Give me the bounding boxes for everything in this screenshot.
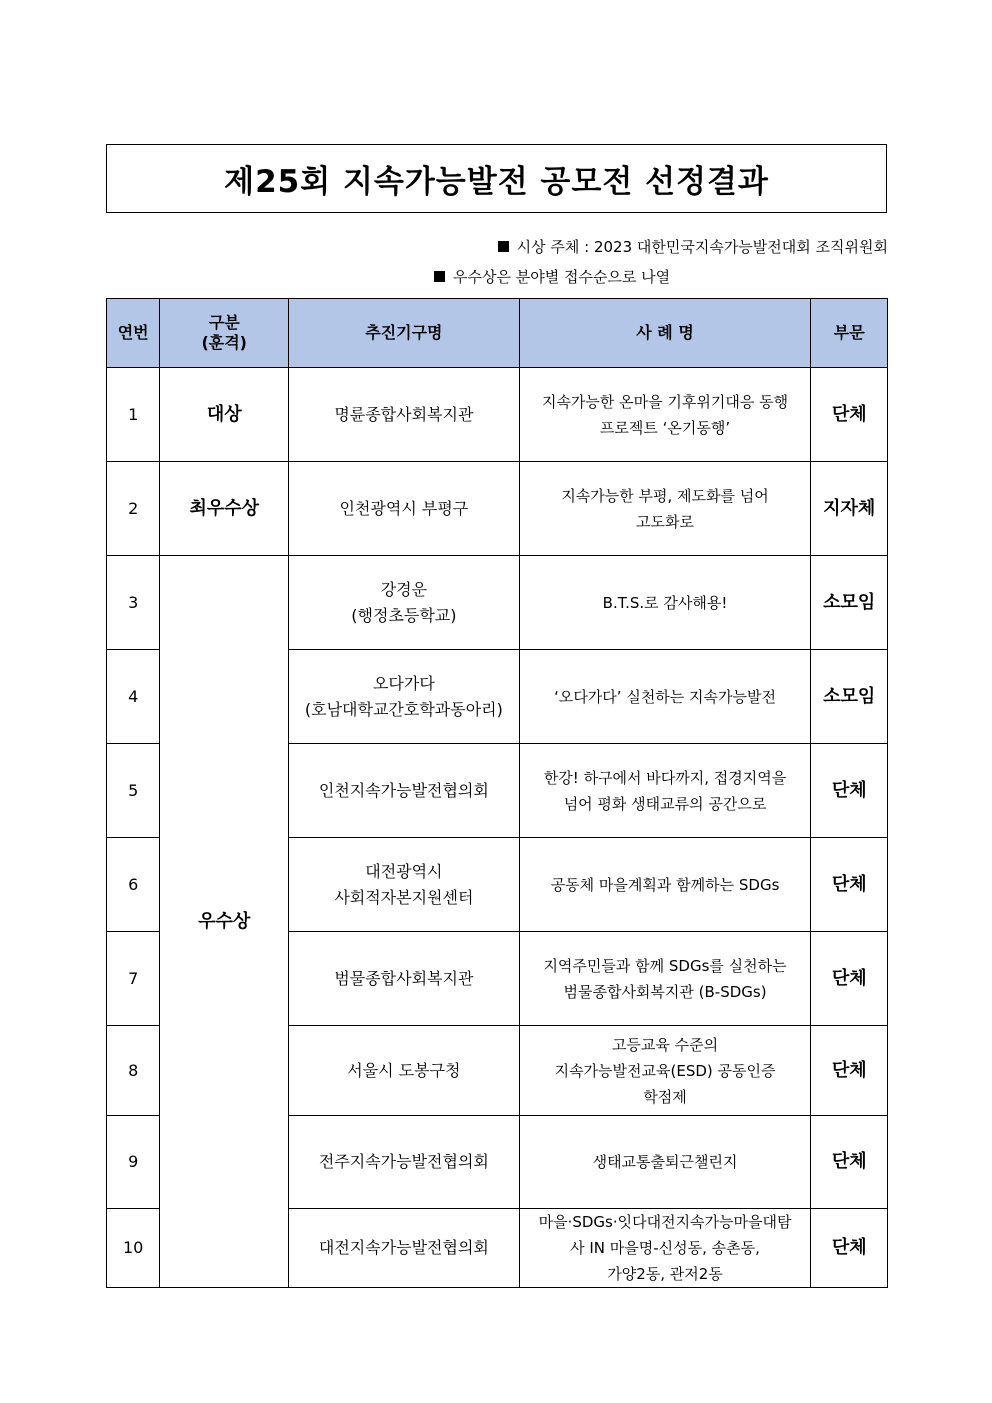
header-no: 연번 xyxy=(107,299,160,368)
cell-case xyxy=(519,1026,811,1116)
cell-org xyxy=(289,368,519,462)
case-line: 공동체 마을계획과 함께하는 SDGs xyxy=(550,875,780,894)
case-line: 한강! 하구에서 바다까지, 접경지역을 xyxy=(543,768,787,787)
case-line: 가양2동, 관저2동 xyxy=(607,1265,723,1283)
cell-case xyxy=(519,1209,811,1288)
cell-org xyxy=(289,1209,519,1288)
cell-case xyxy=(519,462,811,556)
cell-case xyxy=(519,838,811,932)
note-text: 우수상은 분야별 접수순으로 나열 xyxy=(453,268,671,286)
cell-case xyxy=(519,932,811,1026)
case-line: 지속가능한 온마을 기후위기대응 동행 xyxy=(541,392,789,411)
case-line: 고등교육 수준의 xyxy=(611,1035,719,1054)
cell-no: 9 xyxy=(107,1116,160,1209)
cell-part: 단체 xyxy=(811,368,888,462)
case-line: 범물종합사회복지관 (B-SDGs) xyxy=(563,982,767,1001)
org-line: 인천광역시 부평구 xyxy=(339,498,469,518)
org-line: 오다가다 xyxy=(372,673,435,693)
org-line: 범물종합사회복지관 xyxy=(334,968,474,988)
header-part: 부문 xyxy=(811,299,888,368)
square-bullet-icon xyxy=(498,241,509,252)
cell-org xyxy=(289,1026,519,1116)
case-line: 학점제 xyxy=(643,1087,687,1106)
header-case: 사 례 명 xyxy=(519,299,811,368)
org-line: 대전지속가능발전협의회 xyxy=(318,1238,489,1257)
case-line: 넘어 평화 생태교류의 공간으로 xyxy=(563,794,767,813)
cell-org xyxy=(289,838,519,932)
note-text: 시상 주체 : 2023 대한민국지속가능발전대회 조직위원회 xyxy=(516,238,888,256)
case-line: 지속가능발전교육(ESD) 공동인증 xyxy=(554,1061,776,1080)
table-row xyxy=(107,462,888,556)
case-line: 지속가능한 부평, 제도화를 넘어 xyxy=(561,486,769,505)
case-line: 프로젝트 ‘온기동행’ xyxy=(599,418,731,437)
case-line: 지역주민들과 함께 SDGs를 실천하는 xyxy=(543,956,787,975)
cell-part: 단체 xyxy=(811,1209,888,1288)
cell-no: 8 xyxy=(107,1026,160,1116)
cell-case xyxy=(519,1116,811,1209)
case-line: B.T.S.로 감사해용! xyxy=(602,593,728,612)
case-line: 사 IN 마을명-신성동, 송촌동, xyxy=(570,1239,760,1257)
org-line: 명륜종합사회복지관 xyxy=(334,404,474,424)
cell-award: 최우수상 xyxy=(160,462,289,556)
cell-no: 5 xyxy=(107,744,160,838)
note-item xyxy=(388,232,888,262)
header-category-line2: (훈격) xyxy=(201,333,247,352)
org-line: (호남대학교간호학과동아리) xyxy=(304,699,503,719)
results-table xyxy=(106,298,888,1288)
cell-case xyxy=(519,556,811,650)
cell-no: 1 xyxy=(107,368,160,462)
case-line: 고도화로 xyxy=(636,512,695,531)
cell-org xyxy=(289,462,519,556)
org-line: 대전광역시 xyxy=(365,861,443,881)
cell-part: 지자체 xyxy=(811,462,888,556)
case-line: ‘오다가다’ 실천하는 지속가능발전 xyxy=(554,687,776,706)
org-line: 전주지속가능발전협의회 xyxy=(318,1152,489,1171)
cell-no: 3 xyxy=(107,556,160,650)
square-bullet-icon xyxy=(434,271,445,282)
cell-org xyxy=(289,650,519,744)
case-line: 생태교통출퇴근챌린지 xyxy=(592,1153,738,1171)
cell-no: 2 xyxy=(107,462,160,556)
org-line: (행정초등학교) xyxy=(351,605,457,625)
cell-case xyxy=(519,368,811,462)
header-category-line1: 구분 xyxy=(208,313,240,332)
case-line: 마을·SDGs·잇다대전지속가능마을대탐 xyxy=(538,1213,792,1231)
note-item xyxy=(388,262,888,292)
table-header-row xyxy=(107,299,888,368)
header-category xyxy=(160,299,289,368)
cell-org xyxy=(289,932,519,1026)
cell-part: 단체 xyxy=(811,932,888,1026)
cell-no: 6 xyxy=(107,838,160,932)
cell-org xyxy=(289,744,519,838)
cell-award: 대상 xyxy=(160,368,289,462)
cell-org xyxy=(289,1116,519,1209)
cell-no: 4 xyxy=(107,650,160,744)
org-line: 서울시 도봉구청 xyxy=(347,1060,461,1080)
cell-part: 단체 xyxy=(811,1026,888,1116)
cell-case xyxy=(519,650,811,744)
org-line: 사회적자본지원센터 xyxy=(334,887,474,907)
cell-no: 7 xyxy=(107,932,160,1026)
notes xyxy=(388,232,888,292)
cell-part: 단체 xyxy=(811,744,888,838)
cell-part: 단체 xyxy=(811,838,888,932)
cell-case xyxy=(519,744,811,838)
cell-part: 소모임 xyxy=(811,650,888,744)
org-line: 강경운 xyxy=(380,579,428,599)
cell-award: 우수상 xyxy=(160,556,289,1288)
cell-org xyxy=(289,556,519,650)
table-row xyxy=(107,368,888,462)
page-title: 제25회 지속가능발전 공모전 선정결과 xyxy=(106,144,887,213)
org-line: 인천지속가능발전협의회 xyxy=(318,780,489,800)
header-org: 추진기구명 xyxy=(289,299,519,368)
cell-part: 단체 xyxy=(811,1116,888,1209)
cell-part: 소모임 xyxy=(811,556,888,650)
table-row xyxy=(107,556,888,650)
cell-no: 10 xyxy=(107,1209,160,1288)
